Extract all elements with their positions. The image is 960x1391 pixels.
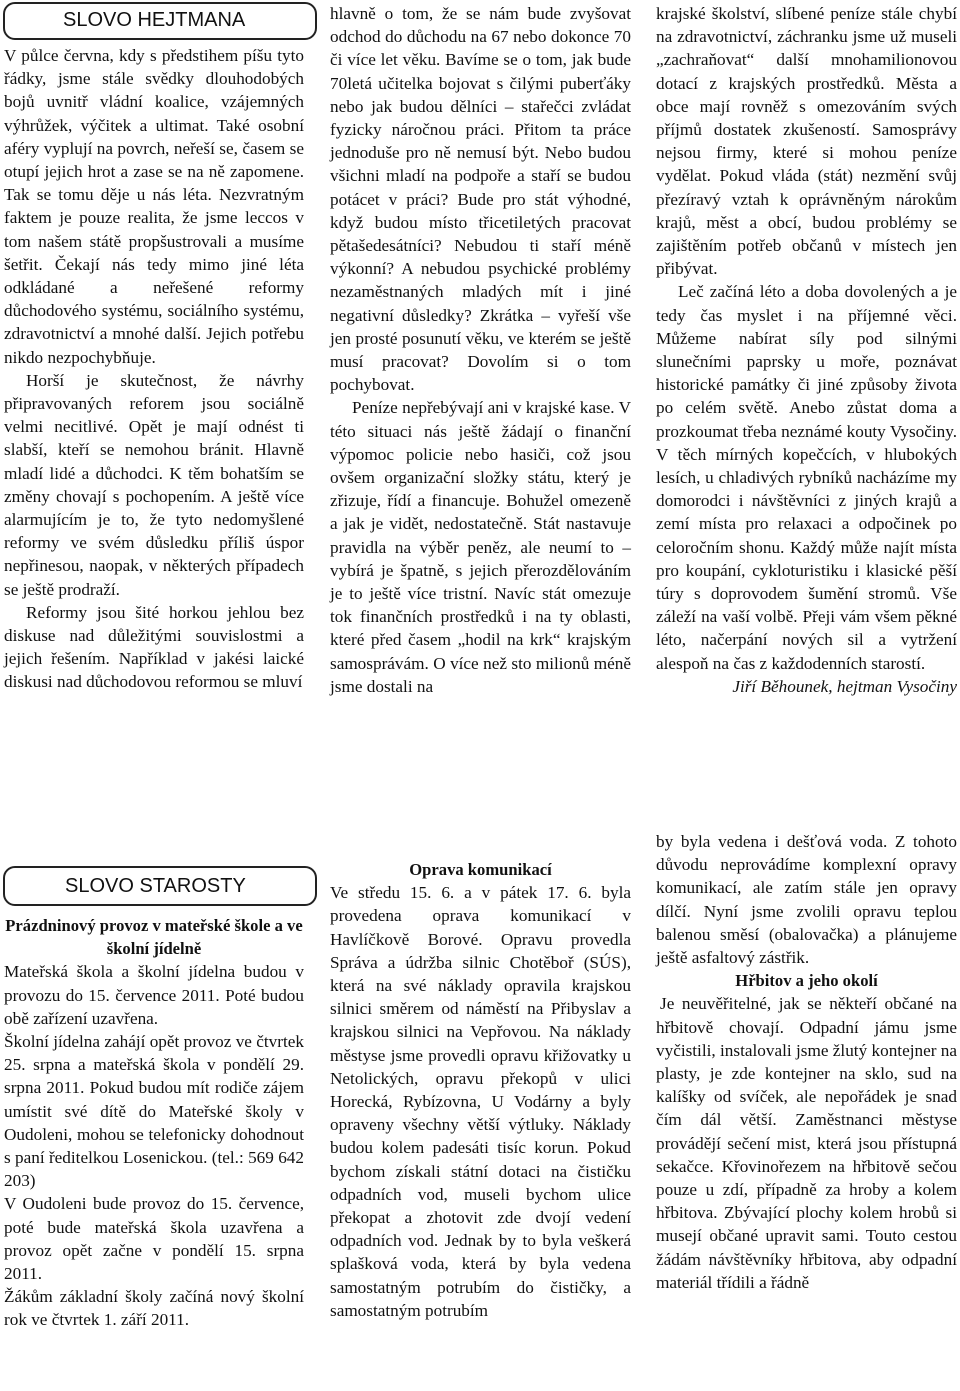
hejtman-heading-box	[3, 2, 317, 40]
hejtman-signature: Jiří Běhounek, hejtman Vysočiny	[732, 676, 957, 696]
starosta-paragraph: Školní jídelna zahájí opět provoz ve čtvrtek 25. srpna a mateřská škola v pondělí 29. srpna 2011. Pokud budou mít rodiče zájem umístit své dítě do Mateřské školy v Oudoleni, mohou se telefonicky dohodnout s paní ředitelkou Losenickou. (tel.: 569 642 203)	[4, 1032, 304, 1191]
hejtman-paragraph: V půlce června, kdy s předstihem píšu tyto řádky, jsme stále svědky dlouhodobých bojů uvnitř vládní koalice, vzájemných výhrůžek, výčitek a ultimat. Také osobní aféry vyplují na povrch, neřeší se, časem se otupí jejich hrot a zase se na ně zapomene. Tak se tomu děje u nás léta. Nezvratným faktem je pouze realita, že jsme leccos v tom našem státě propšustrovali a musíme šetřit. Čekají nás tedy mimo jiné léta odkládané a neřešené reformy důchodového systému, sociálního systému, zdravotnictví a mnohé další. Jejich potřebu nikdo nezpochybňuje.	[4, 46, 304, 367]
hejtman-column-3	[656, 2, 957, 698]
starosta-heading: SLOVO STAROSTY	[65, 875, 246, 897]
roads-subheading: Oprava komunikací	[409, 860, 552, 879]
starosta-paragraph: V Oudoleni bude provoz do 15. července, poté bude mateřská škola uzavřena a provoz opět začne v pondělí 15. srpna 2011.	[4, 1194, 304, 1284]
hejtman-heading: SLOVO HEJTMANA	[63, 9, 246, 31]
starosta-column-2	[330, 858, 631, 1322]
starosta-column-1	[4, 914, 304, 1332]
starosta-paragraph: Je neuvěřitelné, jak se někteří občané na hřbitově chovají. Odpadní jámu jsme vyčistili, instalovali jsme žlutý kontejner na plasty, je zde kontejner na sklo, sud na kalíšky od svíček, ale nepořádek je snad čím dál větší. Zaměstnanci městyse provádějí sečení mist, která jsou přístupná sekačce. Křovinořezem na hřbitově sečou pouze u zdí, případně za hroby a kolem hřbitova. Zbývající plochy kolem hrobů si musejí občané upravit sami. Touto cestou žádám návštěvníky hřbitova, aby odpadní materiál třídili a řádně	[656, 994, 957, 1292]
hejtman-paragraph: Horší je skutečnost, že návrhy připravovaných reforem jsou sociálně velmi necitlivé. Opět je mají odnést ti slabší, kteří se nemohou bránit. Hlavně mladí lidé a důchodci. K těm bohatším se změny chovají s pochopením. A ještě více alarmujícím je to, že tyto nedomyšlené reformy ve svém důsledku příliš úspor nepřinesou, naopak, v některých případech se ještě prodraží.	[4, 370, 304, 599]
starosta-paragraph: Žákům základní školy začíná nový školní rok ve čtvrtek 1. září 2011.	[4, 1287, 304, 1330]
starosta-paragraph: Mateřská škola a školní jídelna budou v provozu do 15. července 2011. Poté budou obě zařízení uzavřena.	[4, 962, 304, 1028]
hejtman-paragraph: Leč začíná léto a doba dovolených a je tedy čas myslet i na příjemné věci. Můžeme nabírat síly pod silnými slunečními paprsky u moře, poznávat historické památky či jiné způsoby života po celém světě. Anebo zůstat doma a prozkoumat třeba neznámé kouty Vysočiny. V těch mírných kopečcích, v hlubokých lesích, u chladivých rybníků nacházíme my domorodci i návštěvníci z jiných krajů a zemí místa pro relaxaci a odpočinek po celoročním shonu. Každý může najít místa pro koupání, cykloturistiku i klasické pěší túry s doprovodem šumění stromů. Vše záleží na vaší volbě. Přeji vám všem pěkné léto, načerpání nových sil a vytržení alespoň na čas z každodenních starostí.	[656, 282, 957, 673]
hejtman-column-1	[4, 44, 304, 694]
hejtman-paragraph: krajské školství, slíbené peníze stále chybí na zdravotnictví, záchranku jsme už museli „zachraňovat“ další mnohamilionovou dotací z krajských prostředků. Města a obce mají rovněž s omezováním svých příjmů dostatek zkušeností. Samosprávy nejsou firmy, které si mohou peníze vydělat. Pokud vláda (stát) nezmění svůj přezíravý vztah k oprávněným nárokům krajů, měst a obcí, budou problémy se zajištěním potřeb občanů v místech jen přibývat.	[656, 4, 957, 279]
hejtman-column-2	[330, 2, 631, 698]
kindergarten-subheading: Prázdninový provoz v mateřské škole a ve školní jídelně	[5, 916, 303, 959]
starosta-paragraph: Ve středu 15. 6. a v pátek 17. 6. byla provedena oprava komunikací v Havlíčkově Borové. Opravu provedla Správa a údržba silnic Chotěboř (SÚS), která na své náklady opravila krajskou silnici směrem od náměstí na Přibyslav a krajskou silnici na Vepřovou. Na náklady městyse jsme provedli opravu křižovatky u Netolických, opravu překopů v ulici Horecká, Rybízovna, U Vodárny a byly opraveny všechny větší výtluky. Náklady budou kolem padesáti tisíc korun. Pokud bychom získali státní dotaci na čističku odpadních vod, museli bychom ulice překopat a zhotovit zde dvojí vedení odpadních vod. Jednak by to byla veškerá splašková voda, která by byla vedena samostatným potrubím do čističky, a samostatným potrubím	[330, 883, 631, 1320]
cemetery-subheading: Hřbitov a jeho okolí	[735, 971, 878, 991]
starosta-column-3	[656, 830, 957, 1294]
hejtman-paragraph: Peníze nepřebývají ani v krajské kase. V této situaci nás ještě žádají o finanční výpomoc policie nebo hasiči, což jsou ovšem organizační složky státu, který je zřizuje, řídí a financuje. Bohužel omezeně a jak je vidět, nedostatečně. Stát nastavuje pravidla na výběr peněz, ale neumí to – vybírá je špatně, s jejich přerozdělováním je to ještě více tristní. Navíc stát omezuje tok finančních prostředků i na ty oblasti, které před časem „hodil na krk“ krajským samosprávám. O více než sto milionů méně jsme dostali na	[330, 398, 631, 696]
starosta-paragraph: by byla vedena i dešťová voda. Z tohoto důvodu neprovádíme komplexní opravy komunikací, ale zatím stále jen opravy dílčí. Nyní jsme zvolili opravu teplou balenou směsí (obalovačka) a plánujeme ještě asfaltový zástřik.	[656, 832, 957, 968]
hejtman-paragraph: hlavně o tom, že se nám bude zvyšovat odchod do důchodu na 67 nebo dokonce 70 či více let věku. Bavíme se o tom, jak bude 70letá učitelka bojovat s čilými puberťáky nebo jak budou dělníci – stařečci zvládat fyzicky náročnou práci. Přitom ta práce jednoduše pro ně nemusí být. Nebo budou všichni mladí na podpoře a staří se budou potácet v práci? Bude pro stát výhodné, když budou místo třicetiletých pracovat pětašedesátníci? Nebudou ti staří méně výkonní? A nebudou psychické problémy nezaměstnaných mladých mít i jiné negativní důsledky? Zkrátka – vyřeší vše jen prosté posunutí věku, ve kterém se ještě musí pracovat? Dovolím si o tom pochybovat.	[330, 4, 631, 395]
hejtman-paragraph: Reformy jsou šité horkou jehlou bez diskuse nad důležitými souvislostmi a jejich řešením. Například v jakési laické diskusi nad důchodovou reformou se mluví	[4, 602, 304, 692]
starosta-heading-box	[3, 866, 317, 906]
